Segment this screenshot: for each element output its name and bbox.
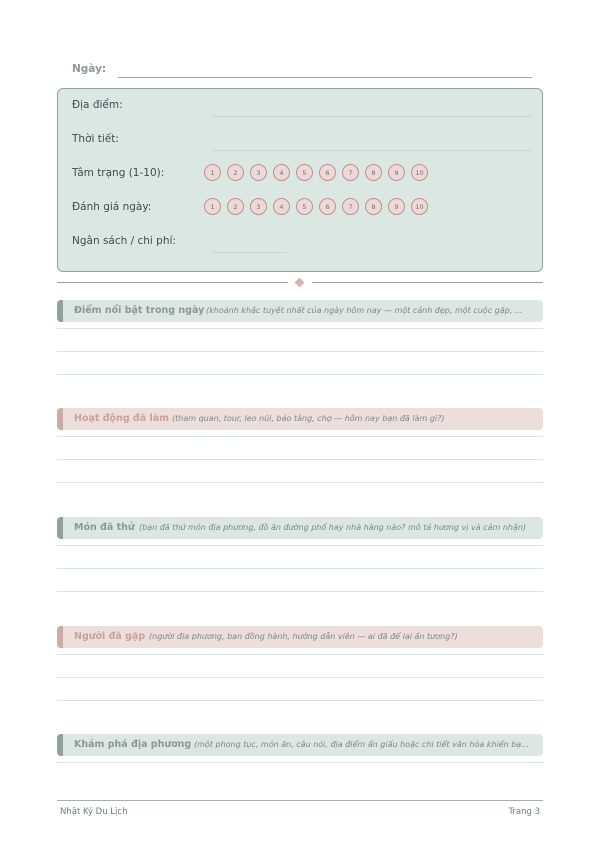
section-hint: (một phong tục, món ăn, câu nói, địa điểm ẩn giấu hoặc chi tiết văn hóa khiến bạ...: [194, 740, 529, 749]
rating-option[interactable]: 2: [227, 198, 244, 215]
section-title: Hoạt động đã làm: [74, 413, 170, 424]
rating-label: Đánh giá ngày:: [72, 201, 152, 213]
mood-option[interactable]: 10: [411, 164, 428, 181]
write-line[interactable]: [57, 436, 543, 437]
mood-option[interactable]: 7: [342, 164, 359, 181]
rating-option[interactable]: 6: [319, 198, 336, 215]
footer-page-number: Trang 3: [508, 807, 540, 817]
write-line[interactable]: [57, 677, 543, 678]
section-title: Điểm nổi bật trong ngày: [74, 305, 205, 316]
section-food-tried: [57, 517, 543, 539]
write-line[interactable]: [57, 482, 543, 483]
write-line[interactable]: [57, 545, 543, 546]
date-label: Ngày:: [72, 63, 107, 75]
write-line[interactable]: [57, 762, 543, 763]
section-title: Người đã gặp: [74, 631, 146, 642]
section-header: [57, 517, 543, 539]
section-accent-bar: [57, 408, 63, 430]
section-hint: (tham quan, tour, leo núi, bảo tàng, chợ — hôm nay bạn đã làm gì?): [172, 414, 445, 423]
section-accent-bar: [57, 300, 63, 322]
footer-journal-name: Nhật Ký Du Lịch: [60, 807, 128, 817]
write-line[interactable]: [57, 654, 543, 655]
budget-write-line[interactable]: [212, 252, 286, 253]
divider-line-right: [312, 282, 543, 283]
write-line[interactable]: [57, 374, 543, 375]
section-title: Khám phá địa phương: [74, 739, 192, 750]
section-hint: (người địa phương, bạn đồng hành, hướng dẫn viên — ai đã để lại ấn tượng?): [149, 632, 458, 641]
section-highlights: [57, 300, 543, 322]
section-accent-bar: [57, 626, 63, 648]
date-write-line[interactable]: [118, 77, 532, 78]
date-row: [72, 63, 532, 81]
budget-label: Ngân sách / chi phí:: [72, 235, 176, 247]
section-header: [57, 408, 543, 430]
footer-rule: [57, 800, 543, 801]
section-hint: (khoảnh khắc tuyệt nhất của ngày hôm nay — một cảnh đẹp, một cuộc gặp, ...: [206, 306, 523, 315]
diamond-icon: [295, 278, 305, 288]
write-line[interactable]: [57, 328, 543, 329]
section-accent-bar: [57, 517, 63, 539]
mood-label: Tâm trạng (1-10):: [72, 167, 165, 179]
rating-option[interactable]: 4: [273, 198, 290, 215]
location-label: Địa điểm:: [72, 99, 123, 111]
section-people-met: [57, 626, 543, 648]
mood-option[interactable]: 6: [319, 164, 336, 181]
ornamental-divider: [57, 282, 543, 283]
location-write-line[interactable]: [212, 116, 532, 117]
mood-scale: [204, 164, 428, 181]
rating-option[interactable]: 8: [365, 198, 382, 215]
trip-info-box: [57, 88, 543, 272]
section-header: [57, 626, 543, 648]
rating-option[interactable]: 3: [250, 198, 267, 215]
weather-write-line[interactable]: [212, 150, 532, 151]
weather-label: Thời tiết:: [72, 133, 119, 145]
rating-row: [72, 198, 532, 218]
mood-option[interactable]: 3: [250, 164, 267, 181]
mood-option[interactable]: 1: [204, 164, 221, 181]
mood-option[interactable]: 2: [227, 164, 244, 181]
write-line[interactable]: [57, 351, 543, 352]
divider-line-left: [57, 282, 288, 283]
weather-row: [72, 130, 532, 150]
section-activities: [57, 408, 543, 430]
section-hint: (bạn đã thử món địa phương, đồ ăn đường phố hay nhà hàng nào? mô tả hương vị và cảm nhận): [139, 523, 527, 532]
section-accent-bar: [57, 734, 63, 756]
section-local-discovery: [57, 734, 543, 756]
write-line[interactable]: [57, 700, 543, 701]
rating-scale: [204, 198, 428, 215]
write-line[interactable]: [57, 568, 543, 569]
mood-option[interactable]: 5: [296, 164, 313, 181]
write-line[interactable]: [57, 591, 543, 592]
location-row: [72, 96, 532, 116]
section-title: Món đã thử: [74, 522, 135, 533]
rating-option[interactable]: 9: [388, 198, 405, 215]
section-header: [57, 300, 543, 322]
rating-option[interactable]: 10: [411, 198, 428, 215]
rating-option[interactable]: 7: [342, 198, 359, 215]
mood-option[interactable]: 4: [273, 164, 290, 181]
budget-row: [72, 232, 532, 252]
mood-option[interactable]: 8: [365, 164, 382, 181]
write-line[interactable]: [57, 459, 543, 460]
section-header: [57, 734, 543, 756]
rating-option[interactable]: 1: [204, 198, 221, 215]
rating-option[interactable]: 5: [296, 198, 313, 215]
mood-row: [72, 164, 532, 184]
mood-option[interactable]: 9: [388, 164, 405, 181]
